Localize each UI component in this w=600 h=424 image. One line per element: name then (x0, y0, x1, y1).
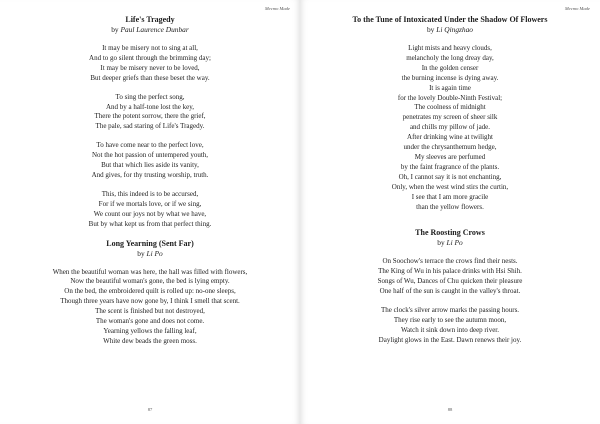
poem-line: It may be misery never to be loved, (100, 63, 200, 72)
poem (0, 15, 300, 230)
poem-line: My sleeves are perfumed (414, 152, 486, 161)
poem-byline (0, 25, 300, 35)
poem-line: The coolness of midnight (414, 103, 486, 112)
poem-author: Li Qingzhao (436, 25, 473, 34)
poem-line: Not the hot passion of untempered youth, (91, 151, 209, 160)
poem-line: penetrates my screen of sheer silk (402, 113, 498, 122)
poem-line: I see that I am more gracile (411, 192, 489, 201)
poem (0, 239, 300, 347)
poem-line: It may be misery not to sing at all, (102, 44, 198, 52)
running-head: Mecmo Made (264, 6, 290, 11)
page-number: 87 (147, 407, 153, 412)
poem-line: And to go silent through the brimming day; (89, 53, 211, 62)
poem-line: melancholy the long dreay day, (406, 53, 494, 62)
poem-line: Daylight glows in the East. Dawn renews their joy. (378, 335, 522, 344)
poem-line: The woman's gone and does not come. (95, 317, 205, 326)
poem-line: by the faint fragrance of the plants. (400, 162, 500, 171)
poem-line: For if we mortals love, or if we sing, (98, 199, 202, 208)
poem (300, 15, 600, 212)
poem-line: The clock's silver arrow marks the passing hours. (380, 306, 520, 315)
byline-prefix: by (111, 25, 119, 34)
poem-line: And by a half-tone lost the key, (106, 102, 194, 111)
poem-line: than the yellow flowers. (416, 202, 484, 211)
poem-title: Life's Tragedy (125, 15, 175, 24)
poem-line: and chills my pillow of jade. (409, 123, 491, 132)
poem-author: Paul Laurence Dunbar (120, 25, 189, 34)
poem-line: On the bed, the embroidered quilt is rolled up: no-one sleeps, (64, 287, 236, 296)
poem-line: But by what kept us from that perfect thing. (88, 219, 212, 228)
poem-line: This, this indeed is to be accursed, (101, 189, 199, 198)
poem-line: There the potent sorrow, there the grief, (94, 112, 206, 121)
poem-author: Li Po (446, 238, 463, 248)
byline-prefix: by (426, 25, 435, 34)
poem (300, 228, 600, 345)
poem-title: Long Yearning (Sent Far) (106, 238, 194, 248)
poem-byline (0, 249, 300, 259)
poem-line: Oh, I cannot say it is not enchanting, (398, 172, 502, 181)
poem-title: To the Tune of Intoxicated Under the Shadow Of Flowers (352, 15, 548, 24)
stanza (0, 268, 300, 347)
poem-line: It is again time (429, 83, 471, 92)
poem-line: On Soochow's terrace the crows find their nests. (382, 257, 518, 266)
stanza (300, 257, 600, 297)
stanza (0, 141, 300, 181)
poem-line: When the beautiful woman was here, the hall was filled with flowers, (52, 267, 248, 276)
poem-line: Only, when the west wind stirs the curtin, (391, 182, 509, 191)
poem-line: The King of Wu in his palace drinks with Hsi Shih. (378, 267, 522, 276)
poem-line: Yearning yellows the falling leaf, (103, 326, 197, 335)
byline-prefix: by (437, 238, 445, 248)
poem-line: We count our joys not by what we have, (93, 209, 207, 218)
page-number: 88 (447, 407, 453, 412)
poem-line: In the golden censer (421, 63, 479, 72)
poem-line: Songs of Wu, Dances of Chu quicken their pleasure (377, 277, 523, 286)
page-content (0, 15, 300, 356)
stanza (300, 306, 600, 346)
page-content (300, 15, 600, 355)
poem-line: The scent is finished but not destroyed, (95, 307, 205, 316)
poem-line: After drinking wine at twilight (407, 133, 493, 142)
poem-author: Li Po (146, 248, 163, 258)
poem-byline (300, 25, 600, 35)
poem-line: They rise early to see the autumn moon, (393, 315, 507, 324)
stanza (300, 44, 600, 212)
byline-prefix: by (137, 248, 145, 258)
poem-line: under the chrysanthemum hedge, (403, 143, 497, 152)
poem-line: But that which lies aside its vanity, (101, 161, 199, 170)
poem-line: But deeper griefs than these beset the way. (90, 73, 210, 82)
poem-title: The Roosting Crows (415, 228, 485, 238)
poem-line: Watch it sink down into deep river. (401, 325, 499, 334)
poem-line: for the lovely Double-Ninth Festival; (397, 93, 503, 102)
poem-line: And gives, for thy trusting worship, truth. (91, 170, 209, 179)
poem-byline (300, 238, 600, 248)
poem-line: Though three years have now gone by, I think I smell that scent. (60, 297, 240, 306)
running-head: Mecmo Made (564, 6, 590, 11)
poem-line: the burning incense is dying away. (401, 73, 499, 82)
stanza (0, 44, 300, 84)
poem-line: The pale, sad staring of Life's Tragedy. (95, 122, 205, 131)
poem-line: To have come near to the perfect love, (96, 141, 204, 150)
poem-line: One half of the sun is caught in the valley's throat. (379, 287, 521, 296)
poem-line: Light mists and heavy clouds, (408, 44, 492, 52)
poem-line: Now the beautiful woman's gone, the bed is lying empty. (70, 277, 230, 286)
poem-line: To sing the perfect song, (115, 92, 185, 101)
stanza (0, 190, 300, 230)
stanza (0, 93, 300, 133)
poem-line: White dew beads the green moss. (103, 336, 197, 345)
right-page (300, 0, 600, 424)
